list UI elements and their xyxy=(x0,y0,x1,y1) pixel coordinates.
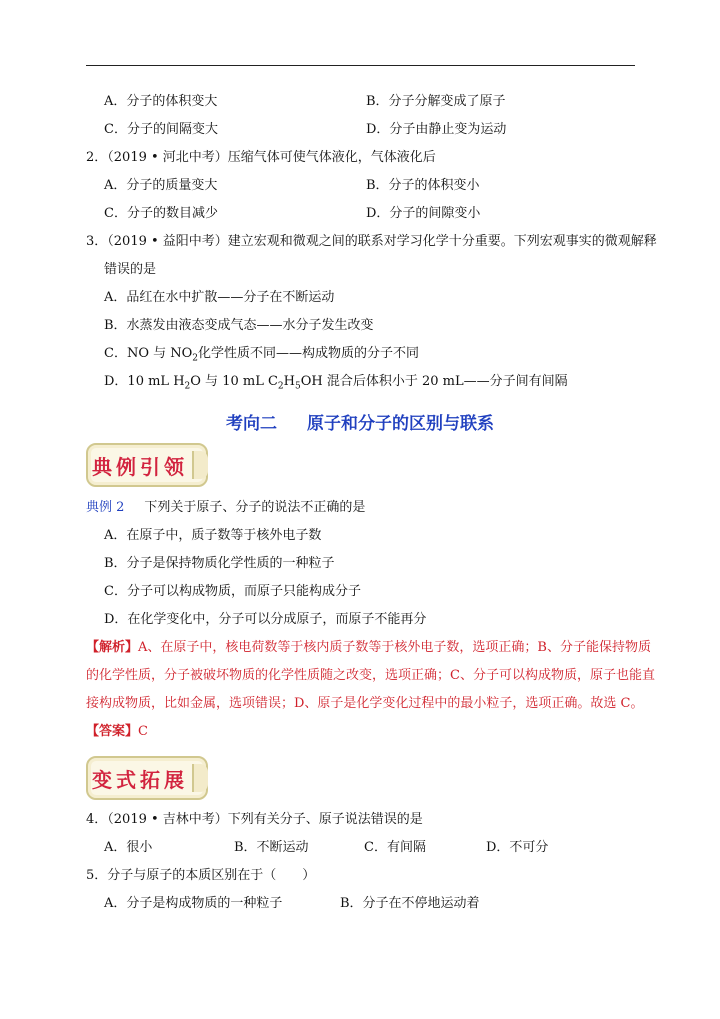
q-prev-option-a: A．分子的体积变大 xyxy=(104,94,218,109)
example2-option-d: D．在化学变化中，分子可以分成原子，而原子不能再分 xyxy=(104,612,427,627)
example2-option-c: C．分子可以构成物质，而原子只能构成分子 xyxy=(104,584,361,599)
answer-line xyxy=(86,724,148,740)
q5-option-b: B．分子在不停地运动着 xyxy=(340,896,480,911)
q5-option-a: A．分子是构成物质的一种粒子 xyxy=(104,896,283,911)
q3-option-b: B．水蒸发由液态变成气态——水分子发生改变 xyxy=(104,318,374,333)
section-title: 原子和分子的区别与联系 xyxy=(307,414,494,434)
answer-tag: 【答案】 xyxy=(86,724,139,739)
analysis-line3: 接构成物质，比如金属，选项错误；D、原子是化学变化过程中的最小粒子，选项正确。故选 C。 xyxy=(86,696,644,711)
example2-option-b: B．分子是保持物质化学性质的一种粒子 xyxy=(104,556,335,571)
q-prev-option-d: D．分子由静止变为运动 xyxy=(366,122,507,137)
example2-tag: 典例 2 xyxy=(86,500,125,515)
header-rule xyxy=(86,65,635,66)
q4-option-d: D．不可分 xyxy=(486,840,549,855)
banner-variants xyxy=(86,756,208,800)
analysis-line1: 【解析】A、在原子中，核电荷数等于核内质子数等于核外电子数，选项正确；B、分子能保持物质 xyxy=(86,640,651,655)
q2-option-d: D．分子的间隙变小 xyxy=(366,206,481,221)
q2-option-c: C．分子的数目减少 xyxy=(104,206,218,221)
example2-stem-line xyxy=(86,500,365,516)
q4-stem: 4．（2019 • 吉林中考）下列有关分子、原子说法错误的是 xyxy=(86,812,423,827)
q3-option-a: A．品红在水中扩散——分子在不断运动 xyxy=(104,290,335,305)
example2-stem: 下列关于原子、分子的说法不正确的是 xyxy=(144,500,366,515)
banner-examples xyxy=(86,443,208,487)
q2-option-b: B．分子的体积变小 xyxy=(366,178,480,193)
q4-option-a: A．很小 xyxy=(104,840,153,855)
q-prev-option-c: C．分子的间隔变大 xyxy=(104,122,218,137)
section-label: 考向二 xyxy=(226,414,277,434)
analysis-tag: 【解析】 xyxy=(86,640,139,655)
q3-stem-line2: 错误的是 xyxy=(104,262,157,277)
q3-option-d: D．10 mL $H_2O$ 与 10 mL $C_2H_5OH$ 混合后体积小于 20 mL——分子间有间隔 xyxy=(104,374,568,392)
q2-option-a: A．分子的质量变大 xyxy=(104,178,218,193)
answer-value: C xyxy=(138,724,148,739)
banner-examples-label: 典例引领 xyxy=(92,454,188,479)
q3-stem-line1: 3．（2019 • 益阳中考）建立宏观和微观之间的联系对学习化学十分重要。下列宏观事实的微观解释 xyxy=(86,234,657,249)
q2-stem: 2．（2019 • 河北中考）压缩气体可使气体液化，气体液化后 xyxy=(86,150,436,165)
example2-option-a: A．在原子中，质子数等于核外电子数 xyxy=(104,528,322,543)
section-heading xyxy=(0,409,720,434)
q4-option-c: C．有间隔 xyxy=(364,840,426,855)
analysis-line2: 的化学性质，分子被破坏物质的化学性质随之改变，选项正确；C、分子可以构成物质，原子也能直 xyxy=(86,668,655,683)
q3-option-c: C．NO 与 $NO_2$化学性质不同——构成物质的分子不同 xyxy=(104,346,420,364)
banner-tab-decoration xyxy=(192,451,208,479)
q4-option-b: B．不断运动 xyxy=(234,840,309,855)
banner-variants-label: 变式拓展 xyxy=(92,767,188,792)
q5-stem: 5．分子与原子的本质区别在于（ ） xyxy=(86,868,316,883)
banner-tab-decoration xyxy=(192,764,208,792)
q-prev-option-b: B．分子分解变成了原子 xyxy=(366,94,506,109)
